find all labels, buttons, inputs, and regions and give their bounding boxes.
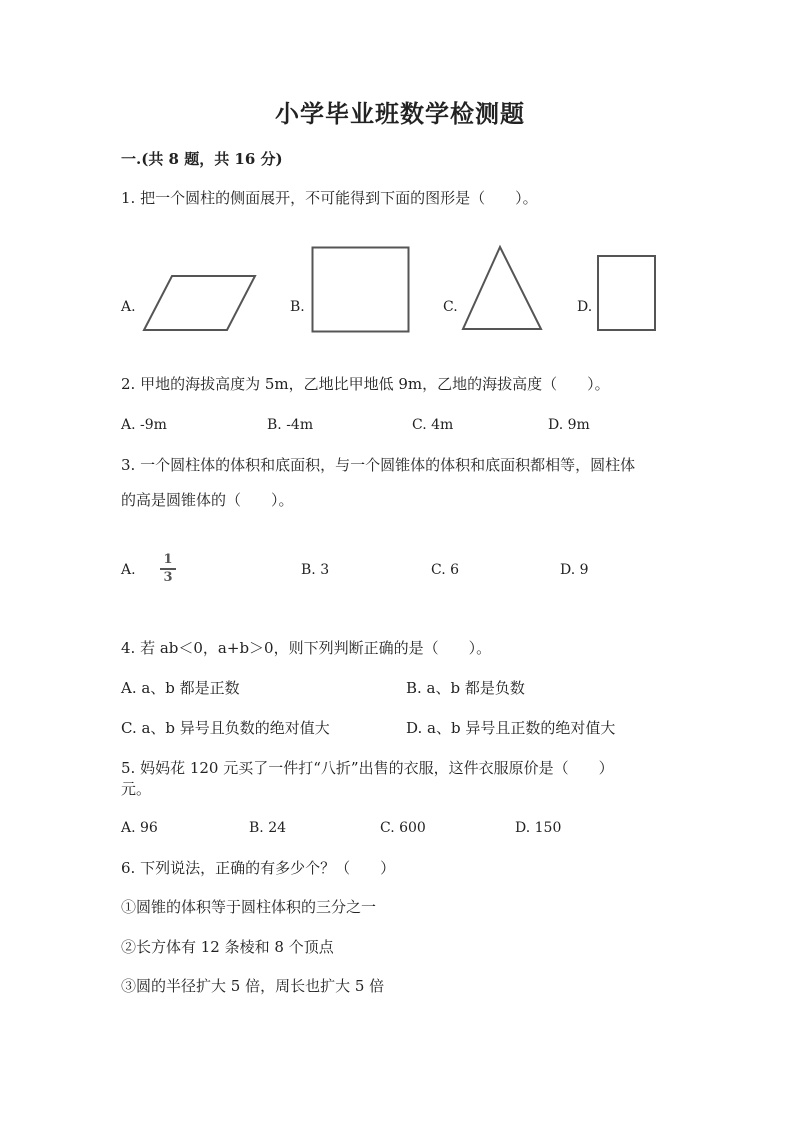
q2-option-a[interactable]: A. -9m bbox=[121, 417, 167, 433]
q4-option-a[interactable]: A. a、b 都是正数 bbox=[121, 679, 240, 697]
q1-option-d-label[interactable]: D. bbox=[577, 299, 593, 315]
q4-option-b[interactable]: B. a、b 都是负数 bbox=[406, 679, 525, 697]
square-shape bbox=[311, 246, 411, 334]
question-4-text: 4. 若 ab＜0，a+b＞0，则下列判断正确的是（ ）。 bbox=[121, 639, 492, 657]
question-6-text: 6. 下列说法，正确的有多少个？（ ） bbox=[121, 859, 396, 877]
q6-statement-2: ②长方体有 12 条棱和 8 个顶点 bbox=[121, 938, 334, 956]
q2-option-c[interactable]: C. 4m bbox=[412, 417, 454, 433]
question-1-text: 1. 把一个圆柱的侧面展开，不可能得到下面的图形是（ ）。 bbox=[121, 189, 538, 207]
q6-statement-1: ①圆锥的体积等于圆柱体积的三分之一 bbox=[121, 898, 377, 916]
q3-option-d[interactable]: D. 9 bbox=[560, 562, 589, 578]
q5-option-c[interactable]: C. 600 bbox=[380, 820, 426, 836]
q5-option-a[interactable]: A. 96 bbox=[121, 820, 158, 836]
question-3-line-2: 的高是圆锥体的（ ）。 bbox=[121, 491, 294, 509]
section-header: 一.(共 8 题，共 16 分) bbox=[121, 150, 283, 168]
page-title: 小学毕业班数学检测题 bbox=[275, 99, 525, 128]
fraction-one-third bbox=[160, 553, 176, 585]
q1-option-c-label[interactable]: C. bbox=[443, 299, 458, 315]
q2-option-b[interactable]: B. -4m bbox=[267, 417, 314, 433]
rectangle-shape bbox=[597, 255, 657, 332]
q3-option-b[interactable]: B. 3 bbox=[301, 562, 330, 578]
q2-option-d[interactable]: D. 9m bbox=[548, 417, 590, 433]
parallelogram-shape bbox=[142, 273, 258, 333]
question-5-line-1: 5. 妈妈花 120 元买了一件打“八折”出售的衣服，这件衣服原价是（ ） bbox=[121, 759, 614, 777]
q1-option-a-label[interactable]: A. bbox=[121, 299, 136, 315]
question-5-line-2: 元。 bbox=[121, 780, 152, 798]
fraction-numerator: 1 bbox=[163, 552, 173, 567]
q1-option-b-label[interactable]: B. bbox=[290, 299, 305, 315]
q3-option-c[interactable]: C. 6 bbox=[431, 562, 460, 578]
q4-option-c[interactable]: C. a、b 异号且负数的绝对值大 bbox=[121, 719, 330, 737]
question-3-line-1: 3. 一个圆柱体的体积和底面积，与一个圆锥体的体积和底面积都相等，圆柱体 bbox=[121, 456, 636, 474]
q5-option-d[interactable]: D. 150 bbox=[515, 820, 562, 836]
q6-statement-3: ③圆的半径扩大 5 倍，周长也扩大 5 倍 bbox=[121, 977, 385, 995]
q4-option-d[interactable]: D. a、b 异号且正数的绝对值大 bbox=[406, 719, 616, 737]
q3-option-a-label[interactable]: A. bbox=[121, 562, 136, 578]
fraction-denominator: 3 bbox=[163, 569, 173, 585]
question-2-text: 2. 甲地的海拔高度为 5m，乙地比甲地低 9m，乙地的海拔高度（ ）。 bbox=[121, 375, 610, 393]
q5-option-b[interactable]: B. 24 bbox=[249, 820, 287, 836]
triangle-shape bbox=[462, 245, 544, 331]
